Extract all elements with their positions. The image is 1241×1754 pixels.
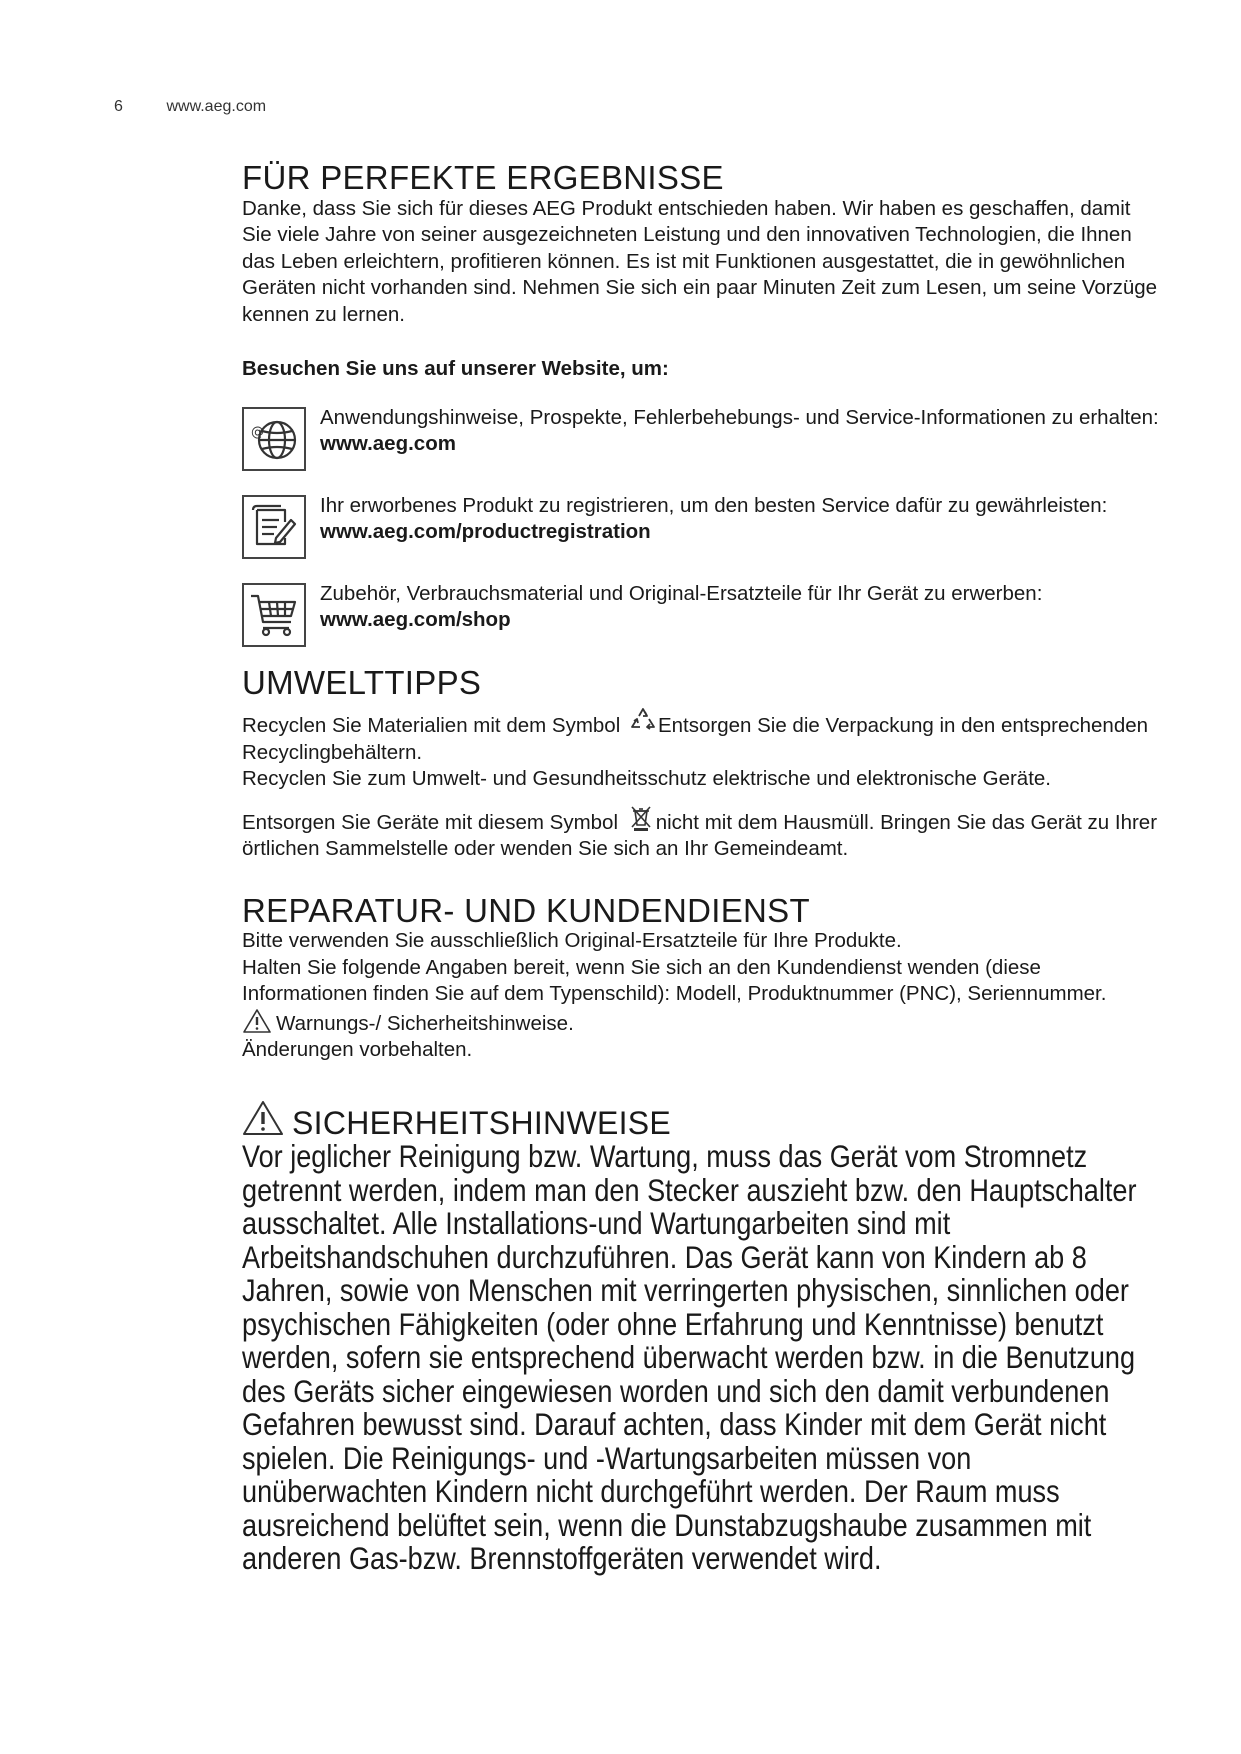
warning-text: Warnungs-/ Sicherheitshinweise. xyxy=(276,1011,574,1035)
page-content xyxy=(242,160,1162,1576)
dispose-text-b: nicht mit dem Hausmüll. Bringen Sie das Gerät zu Ihrer örtlichen Sammelstelle oder wenden Sie sich an Ihr Gemeindeamt. xyxy=(242,810,1158,861)
safety-title: SICHERHEITSHINWEISE xyxy=(292,1104,672,1141)
page-header xyxy=(114,98,266,116)
svg-text:@: @ xyxy=(251,424,264,440)
visit-heading: Besuchen Sie uns auf unserer Website, um: xyxy=(242,357,669,381)
website-item-registration xyxy=(242,493,1162,559)
web-globe-icon xyxy=(242,407,306,471)
recycle-text-a: Recyclen Sie Materialien mit dem Symbol xyxy=(242,714,621,738)
changes-reserved-text: Änderungen vorbehalten. xyxy=(242,1038,473,1062)
info-item-link[interactable]: www.aeg.com xyxy=(320,432,456,456)
recycle-electronics-text: Recyclen Sie zum Umwelt- und Gesundheitsschutz elektrische und elektronische Geräte. xyxy=(242,767,1051,791)
page-number: 6 xyxy=(114,98,123,115)
crossed-bin-icon xyxy=(626,803,656,833)
recycle-icon xyxy=(628,706,658,736)
service-line-1: Bitte verwenden Sie ausschließlich Original-Ersatzteile für Ihre Produkte. xyxy=(242,929,902,953)
service-section xyxy=(242,893,1162,1064)
dispose-paragraph xyxy=(242,803,1162,863)
shop-item-link[interactable]: www.aeg.com/shop xyxy=(320,608,511,632)
info-item-text: Anwendungshinweise, Prospekte, Fehlerbehebungs- und Service-Informationen zu erhalten: xyxy=(320,405,1159,429)
environment-section xyxy=(242,665,1162,863)
perfect-results-section xyxy=(242,160,1162,647)
shop-item-text: Zubehör, Verbrauchsmaterial und Original-Ersatzteile für Ihr Gerät zu erwerben: xyxy=(320,581,1043,605)
safety-section xyxy=(242,1100,1162,1576)
registration-item-link[interactable]: www.aeg.com/productregistration xyxy=(320,520,651,544)
service-line-2: Halten Sie folgende Angaben bereit, wenn Sie sich an den Kundendienst wenden (diese Informationen finden Sie auf dem Typenschild): Modell, Produktnummer (PNC), Seriennummer. xyxy=(242,955,1107,1006)
registration-item-text: Ihr erworbenes Produkt zu registrieren, um den besten Service dafür zu gewährleisten: xyxy=(320,493,1108,517)
warning-icon xyxy=(242,1008,272,1034)
service-warning-line xyxy=(242,1008,1162,1038)
recycle-text-b: Entsorgen Sie die Verpackung in den entsprechenden Recyclingbehältern. xyxy=(242,714,1149,764)
recycle-paragraph xyxy=(242,706,1162,766)
safety-warning-icon xyxy=(242,1100,284,1136)
service-title: REPARATUR- UND KUNDENDIENST xyxy=(242,891,810,929)
perfect-results-title: FÜR PERFEKTE ERGEBNISSE xyxy=(242,159,724,196)
header-url[interactable]: www.aeg.com xyxy=(166,98,267,115)
website-item-shop xyxy=(242,581,1162,647)
website-item-info xyxy=(242,405,1162,471)
environment-title: UMWELTTIPPS xyxy=(242,663,482,701)
product-registration-icon xyxy=(242,495,306,559)
safety-body: Vor jeglicher Reinigung bzw. Wartung, muss das Gerät vom Stromnetz getrennt werden, indem man den Stecker auszieht bzw. den Hauptschalter ausschaltet. Alle Installations-und Wartungarbeiten sind mit Arbeitshandschuhen durchzuführen. Das Gerät kann von Kindern ab 8 Jahren, sowie von Menschen mit verringerten physischen, sinnlichen oder psychischen Fähigkeiten (oder ohne Erfahrung und Kenntnisse) benutzt werden, sofern sie entsprechend überwacht werden bzw. in die Benutzung des Geräts sicher eingewiesen worden und sich den damit verbundenen Gefahren bewusst sind. Darauf achten, dass Kinder mit dem Gerät nicht spielen. Die Reinigungs- und -Wartungsarbeiten müssen von unüberwachten Kindern nicht durchgeführt werden. Der Raum muss ausreichend belüftet sein, wenn die Dunstabzugshaube zusammen mit anderen Gas-bzw. Brennstoffgeräten verwendet wird. xyxy=(242,1138,1137,1577)
intro-paragraph: Danke, dass Sie sich für dieses AEG Produkt entschieden haben. Wir haben es geschaffen, damit Sie viele Jahre von seiner ausgezeichneten Leistung und den innovativen Technologien, die Ihnen das Leben erleichtern, profitieren können. Es ist mit Funktionen ausgestattet, die in gewöhnlichen Geräten nicht vorhanden sind. Nehmen Sie sich ein paar Minuten Zeit zum Lesen, um seine Vorzüge kennen zu lernen. xyxy=(242,196,1158,326)
safety-title-row xyxy=(242,1100,1162,1141)
shopping-cart-icon xyxy=(242,583,306,647)
dispose-text-a: Entsorgen Sie Geräte mit diesem Symbol xyxy=(242,810,618,834)
